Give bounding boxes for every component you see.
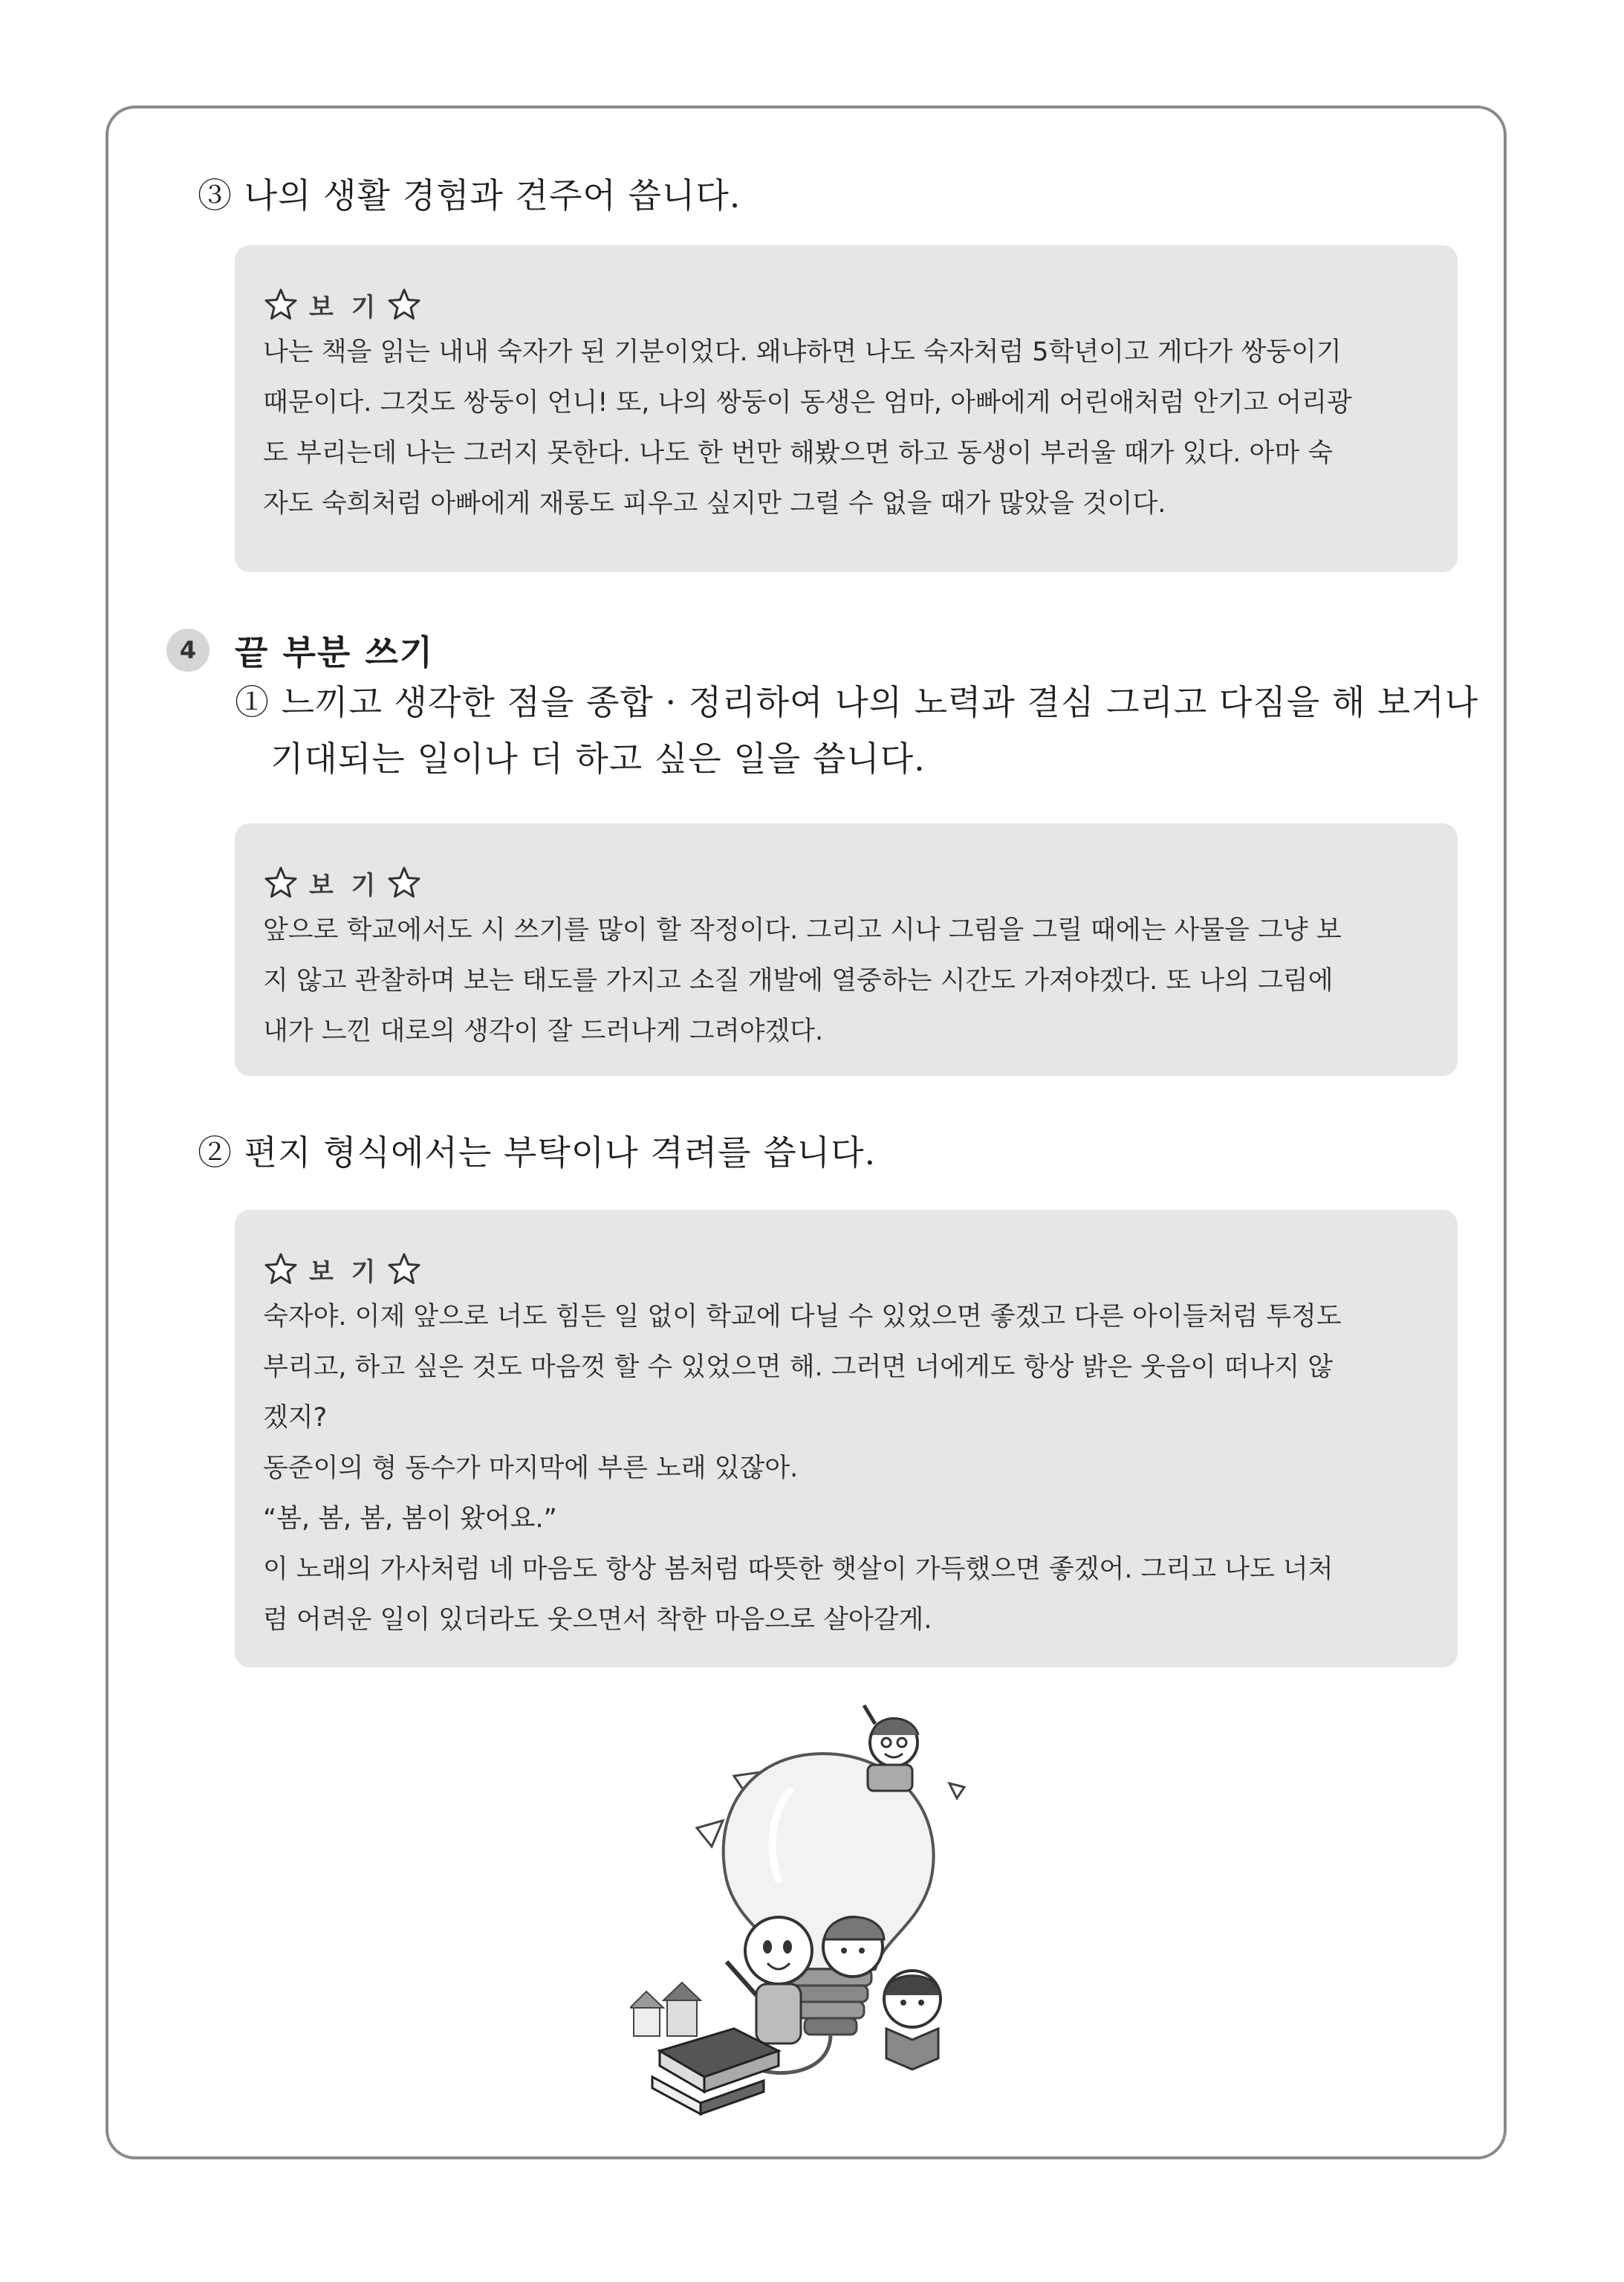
- text-line: 지 않고 관찰하며 보는 태도를 가지고 소질 개발에 열중하는 시간도 가져야겠다. 또 나의 그림에: [263, 966, 1334, 996]
- text-line: 부리고, 하고 싶은 것도 마음껏 할 수 있었으면 해. 그러면 너에게도 항상 밝은 웃음이 떠나지 않: [263, 1352, 1334, 1382]
- children-lightbulb-illustration: [630, 1702, 1016, 2118]
- example-label: 보 기: [309, 292, 380, 322]
- text-line: 내가 느낀 대로의 생각이 잘 드러나게 그려야겠다.: [263, 1017, 824, 1046]
- example-box-1: [235, 245, 1458, 572]
- item-1-heading-continued: 기대되는 일이나 더 하고 싶은 일을 씁니다.: [270, 739, 926, 779]
- text-line: 자도 숙희처럼 아빠에게 재롱도 피우고 싶지만 그럴 수 없을 때가 많았을 것이다.: [263, 489, 1166, 519]
- star-icon: [263, 1251, 299, 1287]
- example-box-3: [235, 1210, 1458, 1667]
- section-number-badge: 4: [166, 629, 210, 672]
- star-icon: [263, 287, 299, 322]
- text-line: 이 노래의 가사처럼 네 마음도 항상 봄처럼 따뜻한 햇살이 가득했으면 좋겠어. 그리고 나도 너처: [263, 1555, 1334, 1584]
- example-label: 보 기: [309, 1257, 380, 1287]
- text-line: 앞으로 학교에서도 시 쓰기를 많이 할 작정이다. 그리고 시나 그림을 그릴 때에는 사물을 그냥 보: [263, 915, 1342, 945]
- text-line: 나는 책을 읽는 내내 숙자가 된 기분이었다. 왜냐하면 나도 숙자처럼 5학년이고 게다가 쌍둥이기: [263, 337, 1342, 367]
- example-text: [263, 1291, 1429, 1645]
- star-icon: [386, 287, 422, 322]
- text-line: 동준이의 형 동수가 마지막에 부른 노래 있잖아.: [263, 1453, 799, 1483]
- text-line: 때문이다. 그것도 쌍둥이 언니! 또, 나의 쌍둥이 동생은 엄마, 아빠에게 어린애처럼 안기고 어리광: [263, 388, 1352, 418]
- example-header: [263, 1248, 1429, 1290]
- text-line: 숙자야. 이제 앞으로 너도 힘든 일 없이 학교에 다닐 수 있었으면 좋겠고 다른 아이들처럼 투정도: [263, 1302, 1342, 1332]
- item-2-heading: ② 편지 형식에서는 부탁이나 격려를 씁니다.: [198, 1132, 877, 1173]
- example-text: [263, 905, 1429, 1057]
- item-1-heading: ① 느끼고 생각한 점을 종합 · 정리하여 나의 노력과 결심 그리고 다짐을 해 보거나: [235, 682, 1479, 722]
- example-box-2: [235, 823, 1458, 1076]
- example-text: [263, 327, 1429, 529]
- text-line: 도 부리는데 나는 그러지 못한다. 나도 한 번만 해봤으면 하고 동생이 부러울 때가 있다. 아마 숙: [263, 438, 1334, 468]
- section-4-heading: [166, 626, 434, 675]
- text-line: 럼 어려운 일이 있더라도 웃으면서 착한 마음으로 살아갈게.: [263, 1605, 932, 1635]
- star-icon: [386, 865, 422, 901]
- example-label: 보 기: [309, 870, 380, 901]
- example-header: [263, 862, 1429, 904]
- text-line: 겠지?: [263, 1403, 328, 1433]
- section-title: 끝 부분 쓰기: [235, 632, 435, 672]
- example-header: [263, 284, 1429, 325]
- star-icon: [386, 1251, 422, 1287]
- item-3-heading: ③ 나의 생활 경험과 견주어 씁니다.: [198, 175, 741, 215]
- star-icon: [263, 865, 299, 901]
- text-line: “봄, 봄, 봄, 봄이 왔어요.”: [263, 1504, 557, 1534]
